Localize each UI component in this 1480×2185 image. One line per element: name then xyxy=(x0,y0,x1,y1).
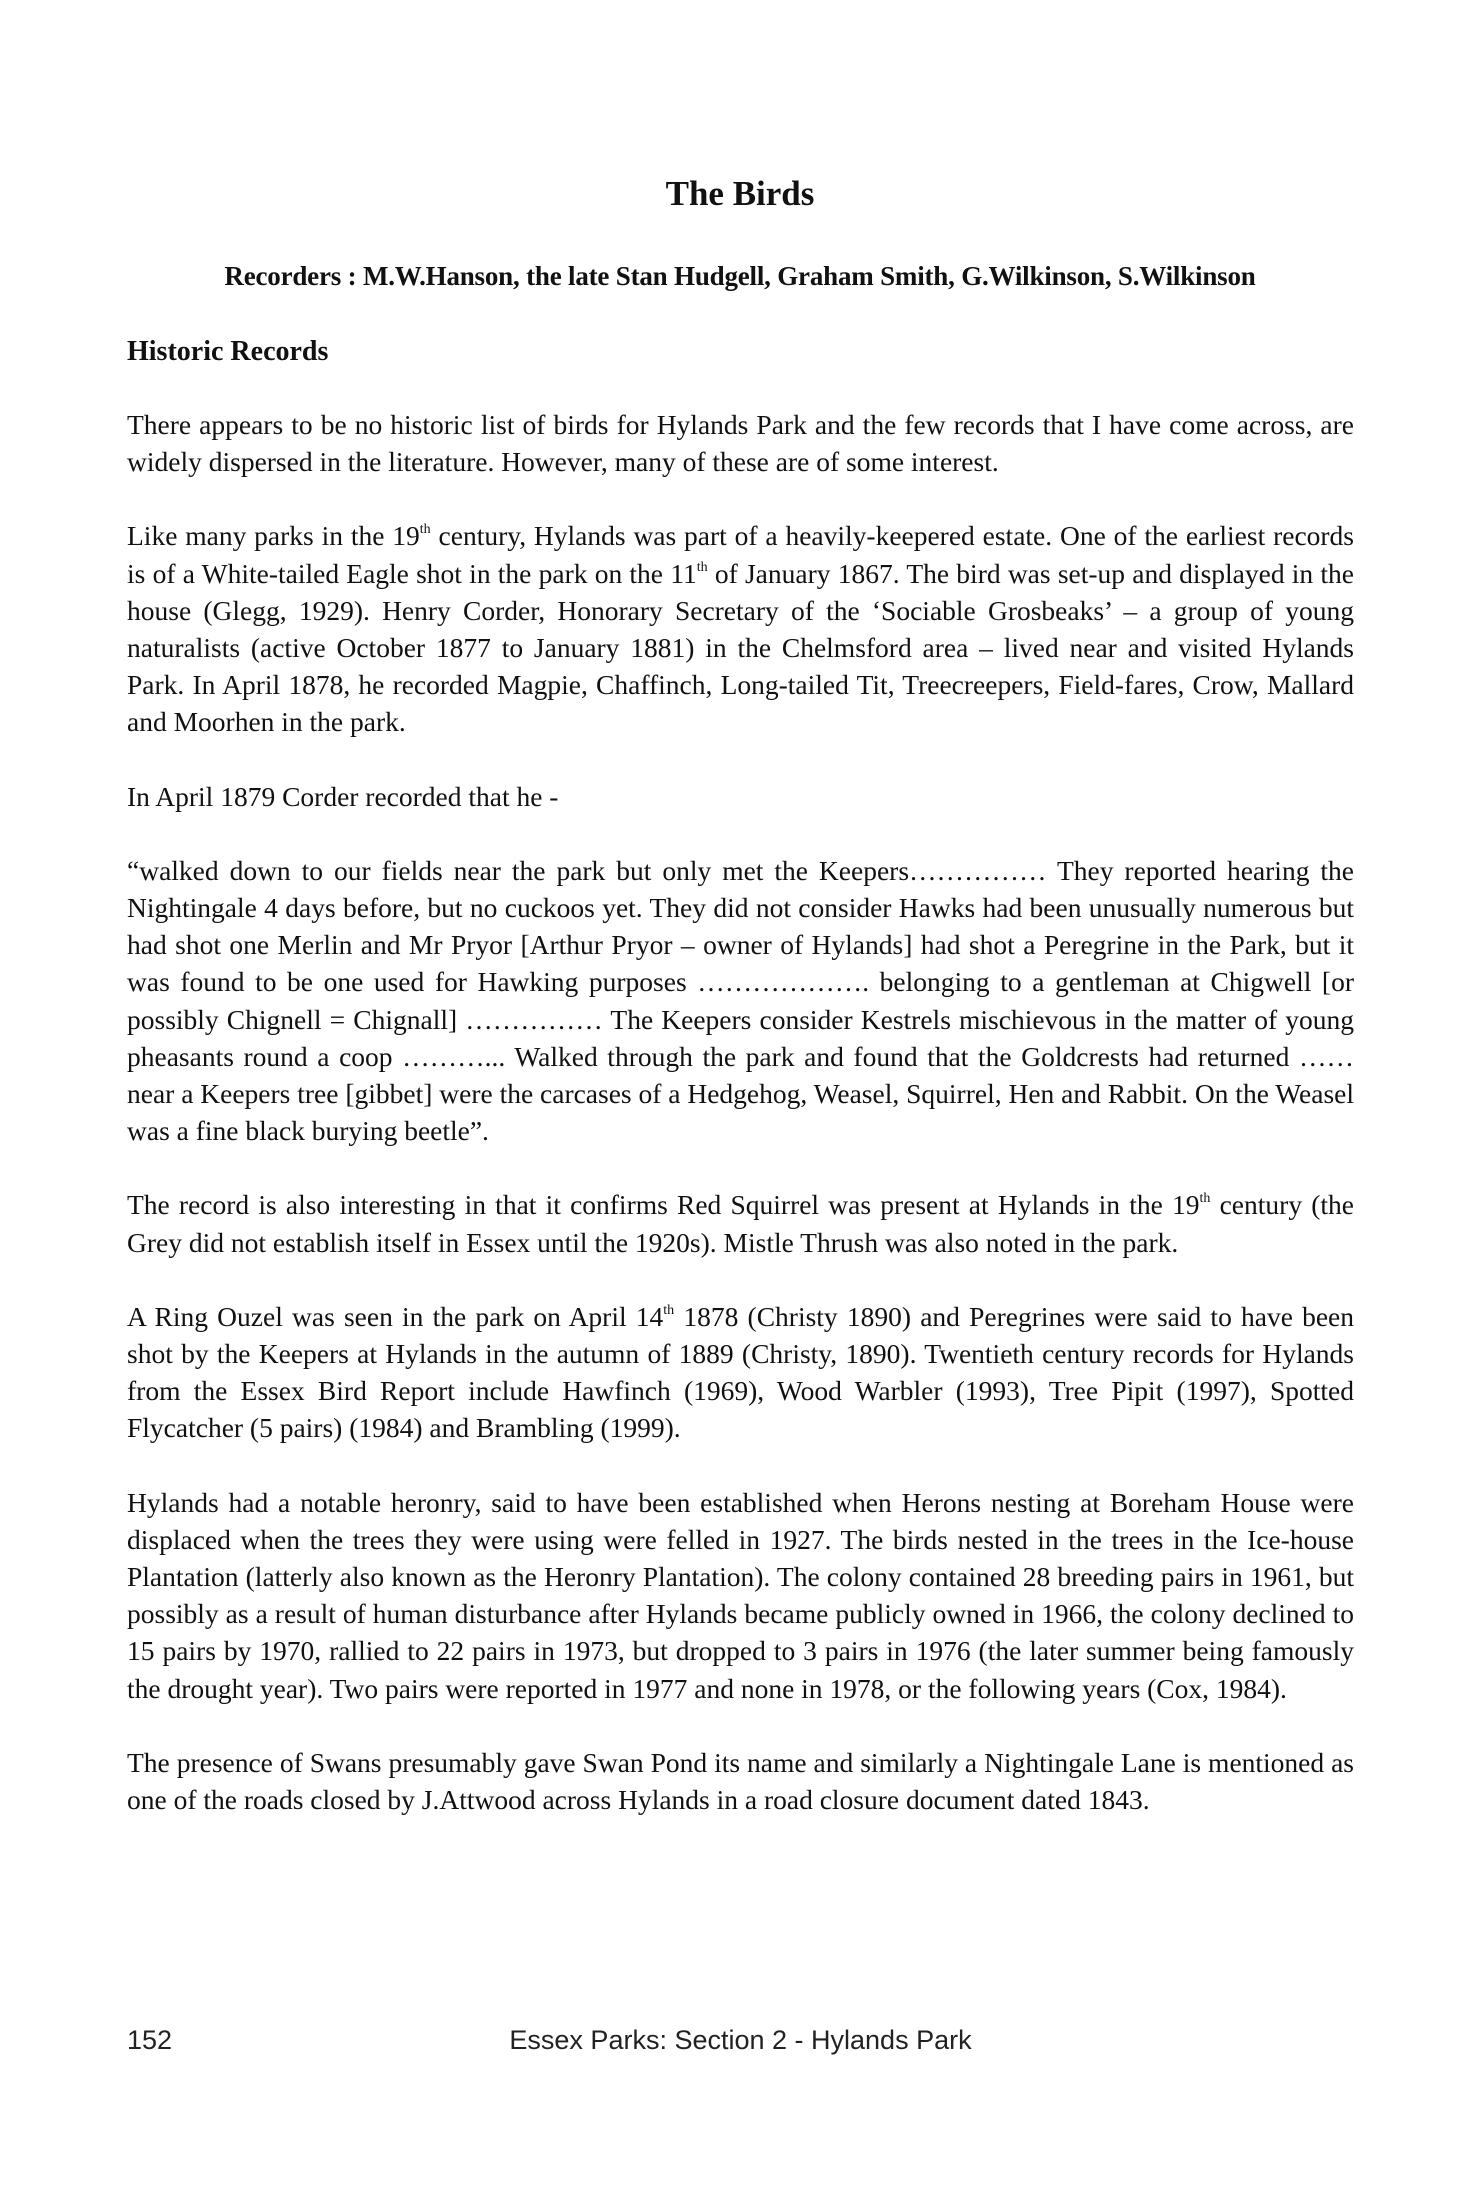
paragraph: A Ring Ouzel was seen in the park on April 14th 1878 (Christy 1890) and Peregrines were said to have been shot by the Keepers at Hylands in the autumn of 1889 (Christy, 1890). Twentieth century records for Hylands from the Essex Bird Report include Hawfinch (1969), Wood Warbler (1993), Tree Pipit (1997), Spotted Flycatcher (5 pairs) (1984) and Brambling (1999). xyxy=(127,1300,1354,1444)
ordinal-superscript: th xyxy=(419,522,431,538)
paragraph: In April 1879 Corder recorded that he - xyxy=(127,780,559,812)
running-title: Essex Parks: Section 2 - Hylands Park xyxy=(509,2025,972,2055)
page-footer xyxy=(127,2022,1354,2058)
paragraph: Hylands had a notable heronry, said to have been established when Herons nesting at Boreham House were displaced when the trees they were using were felled in 1927. The birds nested in the trees in the Ice-house Plantation (latterly also known as the Heronry Plantation). The colony contained 28 breeding pairs in 1961, but possibly as a result of human disturbance after Hylands became publicly owned in 1966, the colony declined to 15 pairs by 1970, rallied to 22 pairs in 1973, but dropped to 3 pairs in 1976 (the later summer being famously the drought year). Two pairs were reported in 1977 and none in 1978, or the following years (Cox, 1984). xyxy=(127,1486,1354,1704)
ordinal-superscript: th xyxy=(1199,1191,1211,1207)
paragraph: The presence of Swans presumably gave Swan Pond its name and similarly a Nightingale Lane is mentioned as one of the roads closed by J.Attwood across Hylands in a road closure document dated 1843. xyxy=(127,1746,1354,1816)
section-heading: Historic Records xyxy=(127,336,329,367)
page-number: 152 xyxy=(127,2025,173,2055)
paragraph: Like many parks in the 19th century, Hylands was part of a heavily-keepered estate. One of the earliest records is of a White-tailed Eagle shot in the park on the 11th of January 1867. The bird was set-up and displayed in the house (Glegg, 1929). Henry Corder, Honorary Secretary of the ‘Sociable Grosbeaks’ – a group of young naturalists (active October 1877 to January 1881) in the Chelmsford area – lived near and visited Hylands Park. In April 1878, he recorded Magpie, Chaffinch, Long-tailed Tit, Treecreepers, Field-fares, Crow, Mallard and Moorhen in the park. xyxy=(127,520,1355,738)
body-text xyxy=(127,406,1354,1855)
ordinal-superscript: th xyxy=(663,1302,675,1318)
ordinal-superscript: th xyxy=(696,559,708,575)
paragraph: The record is also interesting in that it confirms Red Squirrel was present at Hylands in the 19th century (the Grey did not establish itself in Essex until the 1920s). Mistle Thrush was also noted in the park. xyxy=(127,1189,1354,1258)
paragraph: There appears to be no historic list of birds for Hylands Park and the few records that I have come across, are widely dispersed in the literature. However, many of these are of some interest. xyxy=(127,409,1354,478)
quoted-paragraph: “walked down to our fields near the park but only met the Keepers…………… They reported hearing the Nightingale 4 days before, but no cuckoos yet. They did not consider Hawks had been unusually numerous but had shot one Merlin and Mr Pryor [Arthur Pryor – owner of Hylands] had shot a Peregrine in the Park, but it was found to be one used for Hawking purposes ………………. belonging to a gentleman at Chigwell [or possibly Chignell = Chignall] …………… The Keepers consider Kestrels mischievous in the matter of young pheasants round a coop ………... Walked through the park and found that the Goldcrests had returned …… near a Keepers tree [gibbet] were the carcases of a Hedgehog, Weasel, Squirrel, Hen and Rabbit. On the Weasel was a fine black burying beetle”. xyxy=(127,854,1354,1147)
recorders-line: Recorders : M.W.Hanson, the late Stan Hudgell, Graham Smith, G.Wilkinson, S.Wilkinson xyxy=(224,261,1256,291)
page-title: The Birds xyxy=(665,174,815,213)
